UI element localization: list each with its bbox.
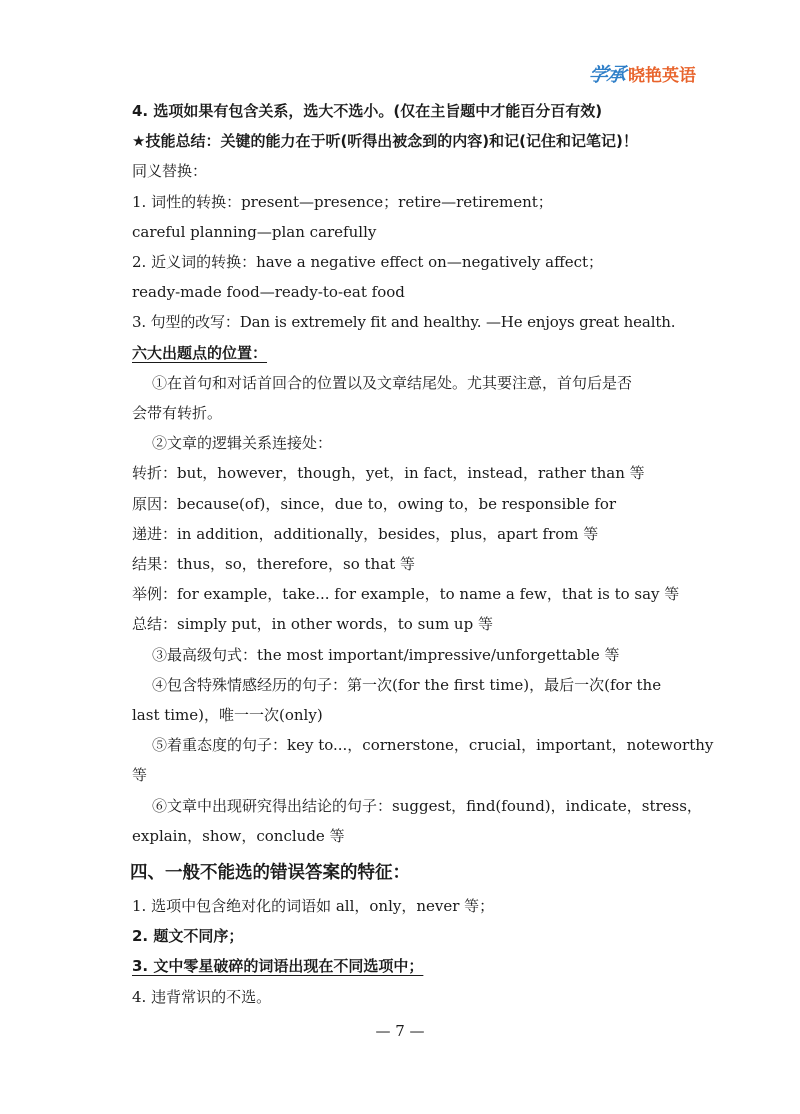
logic-result: 结果：thus，so，therefore，so that 等 (132, 555, 415, 574)
position-1: ①在首句和对话首回合的位置以及文章结尾处。尤其要注意，首句后是否 (152, 373, 633, 392)
position-2: ②文章的逻辑关系连接处： (152, 434, 333, 453)
logic-cause: 原因：because(of)，since，due to，owing to，be responsible for (132, 494, 617, 513)
position-5-cont: 等 (132, 766, 148, 785)
synonym-item-1-cont: careful planning—plan carefully (132, 222, 377, 241)
section-4-heading: 四、一般不能选的错误答案的特征： (130, 863, 410, 884)
skill-summary: ★技能总结：关键的能力在于听(听得出被念到的内容)和记(记住和记笔记)！ (132, 132, 638, 151)
position-3: ③最高级句式：the most important/impressive/unforgettable 等 (152, 645, 620, 664)
wrong-answer-1: 1. 选项中包含绝对化的词语如 all，only，never 等； (132, 897, 495, 916)
synonym-item-1: 1. 词性的转换：present—presence；retire—retirement； (132, 192, 553, 211)
wrong-answer-4: 4. 违背常识的不选。 (132, 987, 272, 1006)
logic-contrast: 转折：but，however，though，yet，in fact，instead，rather than 等 (132, 464, 645, 483)
publisher-logo (589, 60, 696, 87)
logo-text: 晓艳英语 (628, 66, 697, 86)
wrong-answer-3: 3. 文中零星破碎的词语出现在不同选项中； (132, 957, 424, 976)
six-positions-heading: 六大出题点的位置： (132, 343, 268, 362)
tip-4: 4. 选项如果有包含关系，选大不选小。(仅在主旨题中才能百分百有效) (132, 102, 603, 120)
position-6-cont: explain，show，conclude 等 (132, 826, 345, 845)
synonym-heading: 同义替换： (132, 162, 208, 181)
logic-progression: 递进：in addition，additionally，besides，plus，apart from 等 (132, 524, 599, 543)
logic-example: 举例：for example，take... for example，to name a few，that is to say 等 (132, 585, 680, 604)
position-4: ④包含特殊情感经历的句子：第一次(for the first time)，最后一次(for the (152, 675, 662, 694)
position-6: ⑥文章中出现研究得出结论的句子：suggest，find(found)，indicate，stress， (152, 796, 702, 815)
synonym-item-3: 3. 句型的改写：Dan is extremely fit and healthy. —He enjoys great health. (132, 313, 676, 332)
synonym-item-2-cont: ready-made food—ready-to-eat food (132, 283, 405, 302)
page-number: — 7 — (375, 1022, 425, 1040)
logo-mark: 学承 (587, 64, 627, 86)
logic-summary: 总结：simply put，in other words，to sum up 等 (132, 615, 493, 634)
document-body (132, 96, 712, 1012)
position-5: ⑤着重态度的句子：key to...，cornerstone，crucial，important，noteworthy (152, 736, 714, 755)
position-4-cont: last time)，唯一一次(only) (132, 706, 323, 725)
synonym-item-2: 2. 近义词的转换：have a negative effect on—negatively affect； (132, 253, 604, 272)
position-1-cont: 会带有转折。 (132, 404, 223, 423)
wrong-answer-2: 2. 题文不同序； (132, 927, 244, 946)
